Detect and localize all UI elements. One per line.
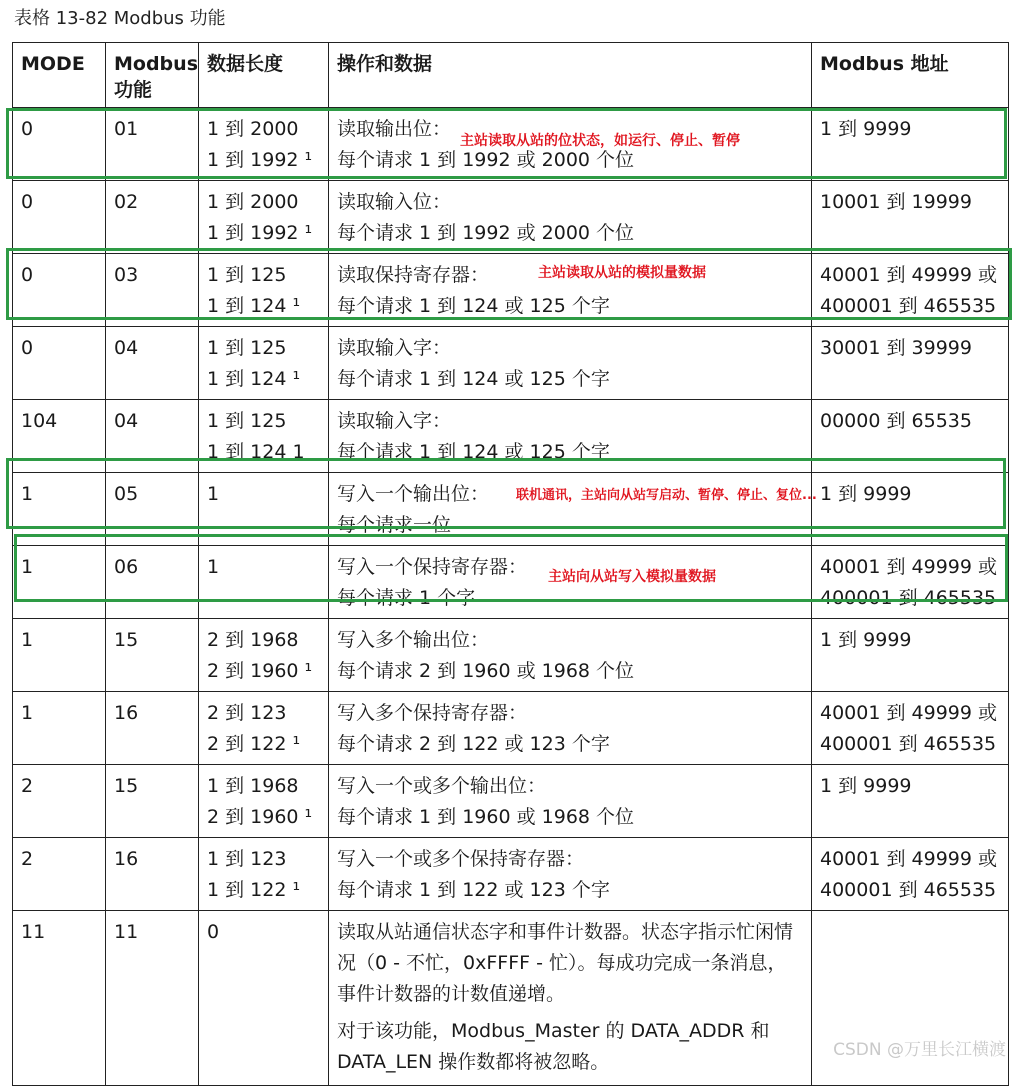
cell-operation-line: 读取输入字： <box>337 410 452 432</box>
table-row <box>13 327 1009 400</box>
table-row <box>13 400 1009 473</box>
cell-address <box>812 473 1009 546</box>
annotation-write-analog: 主站向从站写入模拟量数据 <box>548 569 716 585</box>
cell-length-line: 1 到 1968 <box>207 775 299 797</box>
cell-mode <box>13 254 106 327</box>
cell-mode <box>13 619 106 692</box>
cell-length-line: 1 到 1992 ¹ <box>207 149 313 171</box>
cell-function <box>106 838 199 911</box>
cell-address <box>812 108 1009 181</box>
cell-operation-line: 每个请求一位 <box>337 514 452 536</box>
cell-length-line: 1 到 125 <box>207 337 287 359</box>
cell-function-line: 01 <box>114 118 139 140</box>
cell-operation-line: 每个请求 1 到 1960 或 1968 个位 <box>337 806 635 828</box>
cell-address-line: 40001 到 49999 或 <box>820 264 998 286</box>
annotation-read-analog: 主站读取从站的模拟量数据 <box>538 265 706 281</box>
annotation-read-bits: 主站读取从站的位状态，如运行、停止、暂停 <box>460 133 740 149</box>
cell-operation-line: 每个请求 1 到 124 或 125 个字 <box>337 368 610 390</box>
cell-operation <box>329 181 812 254</box>
cell-mode-line: 0 <box>21 264 34 286</box>
cell-function-line: 04 <box>114 337 139 359</box>
cell-address <box>812 327 1009 400</box>
cell-length <box>199 692 329 765</box>
table-row <box>13 692 1009 765</box>
cell-length <box>199 108 329 181</box>
cell-length-line: 1 到 124 ¹ <box>207 295 301 317</box>
cell-operation-line: 写入一个或多个保持寄存器： <box>337 848 585 870</box>
cell-operation-line: 每个请求 1 到 124 或 125 个字 <box>337 295 610 317</box>
cell-mode-line: 2 <box>21 848 34 870</box>
cell-length-line: 2 到 122 ¹ <box>207 733 301 755</box>
cell-length-line: 1 到 125 <box>207 410 287 432</box>
cell-length-line: 1 到 124 1 <box>207 441 305 463</box>
cell-function-line: 15 <box>114 775 139 797</box>
cell-operation <box>329 619 812 692</box>
cell-function <box>106 108 199 181</box>
cell-length-line: 1 <box>207 483 220 505</box>
cell-mode <box>13 765 106 838</box>
cell-operation-line: 写入一个保持寄存器： <box>337 556 528 578</box>
cell-function-line: 16 <box>114 702 139 724</box>
modbus-function-table <box>12 42 1009 1086</box>
cell-length <box>199 327 329 400</box>
cell-mode <box>13 327 106 400</box>
cell-mode-line: 1 <box>21 629 34 651</box>
cell-function-line: 04 <box>114 410 139 432</box>
cell-operation-line: 每个请求 1 到 1992 或 2000 个位 <box>337 222 635 244</box>
cell-address-line: 1 到 9999 <box>820 775 912 797</box>
cell-operation-line: 写入一个输出位： <box>337 483 490 505</box>
table-row <box>13 546 1009 619</box>
cell-length <box>199 473 329 546</box>
cell-mode-line: 2 <box>21 775 34 797</box>
cell-mode <box>13 181 106 254</box>
cell-function-line: 05 <box>114 483 139 505</box>
cell-operation-line: 写入一个或多个输出位： <box>337 775 547 797</box>
cell-mode-line: 1 <box>21 702 34 724</box>
table-row <box>13 765 1009 838</box>
cell-length-line: 1 到 1992 ¹ <box>207 222 313 244</box>
cell-length <box>199 254 329 327</box>
cell-address-line: 1 到 9999 <box>820 629 912 651</box>
cell-address-line: 1 到 9999 <box>820 118 912 140</box>
cell-mode <box>13 473 106 546</box>
cell-function <box>106 619 199 692</box>
cell-mode-line: 1 <box>21 556 34 578</box>
header-data-length: 数据长度 <box>199 43 329 108</box>
cell-address <box>812 254 1009 327</box>
cell-operation-line: 每个请求 1 个字 <box>337 587 476 609</box>
cell-function: 11 <box>106 911 199 1086</box>
cell-length-line: 1 <box>207 556 220 578</box>
cell-length <box>199 838 329 911</box>
cell-operation-line: 写入多个保持寄存器： <box>337 702 528 724</box>
cell-address <box>812 838 1009 911</box>
cell-address-line: 400001 到 465535 <box>820 879 997 901</box>
cell-function <box>106 327 199 400</box>
cell-operation-line: 读取输出位： <box>337 118 452 140</box>
cell-function <box>106 546 199 619</box>
cell-length <box>199 619 329 692</box>
cell-address-line: 40001 到 49999 或 <box>820 556 998 578</box>
cell-operation-line: 每个请求 1 到 1992 或 2000 个位 <box>337 149 635 171</box>
operation-paragraph: 读取从站通信状态字和事件计数器。状态字指示忙闲情况（0 - 不忙，0xFFFF - 忙）。每成功完成一条消息，事件计数器的计数值递增。 <box>337 921 794 1005</box>
cell-function <box>106 765 199 838</box>
cell-address <box>812 765 1009 838</box>
table-header-row <box>13 43 1009 108</box>
cell-length-line: 1 到 122 ¹ <box>207 879 301 901</box>
cell-operation-line: 每个请求 2 到 122 或 123 个字 <box>337 733 610 755</box>
cell-address <box>812 619 1009 692</box>
cell-mode-line: 104 <box>21 410 58 432</box>
cell-function <box>106 473 199 546</box>
cell-operation <box>329 692 812 765</box>
cell-length-line: 2 到 1968 <box>207 629 299 651</box>
cell-length-line: 1 到 124 ¹ <box>207 368 301 390</box>
cell-mode <box>13 546 106 619</box>
cell-length-line: 1 到 2000 <box>207 191 299 213</box>
cell-operation <box>329 327 812 400</box>
cell-address-line: 400001 到 465535 <box>820 587 997 609</box>
cell-length <box>199 181 329 254</box>
header-mode: MODE <box>13 43 106 108</box>
operation-paragraph: 对于该功能，Modbus_Master 的 DATA_ADDR 和 DATA_LEN 操作数都将被忽略。 <box>337 1020 770 1073</box>
cell-function-line: 16 <box>114 848 139 870</box>
cell-mode-line: 0 <box>21 118 34 140</box>
cell-length-line: 1 到 2000 <box>207 118 299 140</box>
cell-address-line: 10001 到 19999 <box>820 191 972 213</box>
cell-mode-line: 1 <box>21 483 34 505</box>
cell-operation-line: 读取输入字： <box>337 337 452 359</box>
cell-operation <box>329 765 812 838</box>
cell-operation-line: 每个请求 2 到 1960 或 1968 个位 <box>337 660 635 682</box>
cell-address-line: 40001 到 49999 或 <box>820 702 998 724</box>
cell-operation <box>329 838 812 911</box>
cell-address <box>812 692 1009 765</box>
cell-address-line: 400001 到 465535 <box>820 295 997 317</box>
cell-mode <box>13 838 106 911</box>
cell-address <box>812 546 1009 619</box>
cell-mode-line: 0 <box>21 191 34 213</box>
cell-length-line: 2 到 123 <box>207 702 287 724</box>
cell-function <box>106 181 199 254</box>
table-row <box>13 181 1009 254</box>
table-row <box>13 838 1009 911</box>
table-row <box>13 619 1009 692</box>
cell-function-line: 02 <box>114 191 139 213</box>
cell-operation-line: 读取保持寄存器： <box>337 264 490 286</box>
cell-mode <box>13 400 106 473</box>
cell-operation-line: 每个请求 1 到 124 或 125 个字 <box>337 441 610 463</box>
cell-operation <box>329 911 812 1086</box>
table-row <box>13 254 1009 327</box>
header-operation-data: 操作和数据 <box>329 43 812 108</box>
cell-address-line: 1 到 9999 <box>820 483 912 505</box>
cell-function-line: 03 <box>114 264 139 286</box>
cell-mode-line: 0 <box>21 337 34 359</box>
header-modbus-address: Modbus 地址 <box>812 43 1009 108</box>
cell-mode <box>13 692 106 765</box>
cell-address-line: 00000 到 65535 <box>820 410 972 432</box>
header-modbus-function: Modbus 功能 <box>106 43 199 108</box>
cell-length <box>199 546 329 619</box>
cell-length-line: 1 到 123 <box>207 848 287 870</box>
table-caption: 表格 13-82 Modbus 功能 <box>14 8 226 29</box>
cell-address-line: 400001 到 465535 <box>820 733 997 755</box>
cell-operation-line: 每个请求 1 到 122 或 123 个字 <box>337 879 610 901</box>
cell-function <box>106 400 199 473</box>
cell-function-line: 06 <box>114 556 139 578</box>
cell-function-line: 15 <box>114 629 139 651</box>
cell-mode: 11 <box>13 911 106 1086</box>
cell-length <box>199 765 329 838</box>
cell-address-line: 30001 到 39999 <box>820 337 972 359</box>
cell-length-line: 2 到 1960 ¹ <box>207 806 313 828</box>
cell-length-line: 2 到 1960 ¹ <box>207 660 313 682</box>
cell-length-line: 1 到 125 <box>207 264 287 286</box>
cell-length <box>199 400 329 473</box>
table-row <box>13 473 1009 546</box>
cell-length: 0 <box>199 911 329 1086</box>
cell-operation-line: 读取输入位： <box>337 191 452 213</box>
cell-function <box>106 254 199 327</box>
cell-function <box>106 692 199 765</box>
cell-address-line: 40001 到 49999 或 <box>820 848 998 870</box>
watermark: CSDN @万里长江横渡 <box>833 1040 1006 1060</box>
cell-mode <box>13 108 106 181</box>
cell-operation <box>329 400 812 473</box>
cell-operation-line: 写入多个输出位： <box>337 629 490 651</box>
annotation-write-control: 联机通讯，主站向从站写启动、暂停、停止、复位... <box>516 488 817 503</box>
cell-address <box>812 181 1009 254</box>
cell-address <box>812 400 1009 473</box>
